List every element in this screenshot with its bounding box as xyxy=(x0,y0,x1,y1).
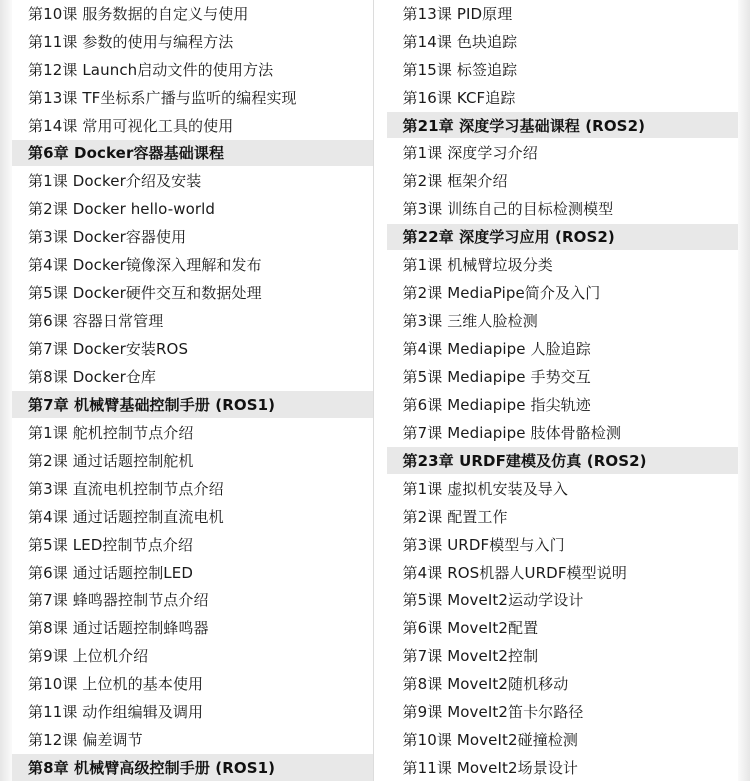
lesson-item: 第9课 MoveIt2笛卡尔路径 xyxy=(402,703,584,722)
page-edge-left xyxy=(0,0,12,781)
lesson-item: 第7课 蜂鸣器控制节点介绍 xyxy=(28,591,209,610)
lesson-item: 第1课 深度学习介绍 xyxy=(402,144,538,163)
lesson-item: 第13课 PID原理 xyxy=(402,4,513,23)
lesson-item: 第7课 Mediapipe 肢体骨骼检测 xyxy=(402,423,622,442)
column-gap xyxy=(374,0,387,781)
lesson-item: 第11课 MoveIt2场景设计 xyxy=(402,759,579,778)
lesson-item: 第4课 Mediapipe 人脸追踪 xyxy=(402,340,591,358)
lesson-item: 第3课 URDF模型与入门 xyxy=(402,535,565,554)
chapter-heading: 第7章 机械臂基础控制手册 (ROS1) xyxy=(12,391,373,418)
lesson-item: 第10课 MoveIt2碰撞检测 xyxy=(402,731,579,750)
lesson-item: 第11课 参数的使用与编程方法 xyxy=(28,32,234,51)
chapter-heading: 第22章 深度学习应用 (ROS2) xyxy=(387,224,739,251)
lesson-item: 第1课 舵机控制节点介绍 xyxy=(28,423,194,442)
lesson-item: 第9课 上位机介绍 xyxy=(28,647,149,666)
lesson-item: 第10课 服务数据的自定义与使用 xyxy=(28,4,249,23)
lesson-item: 第15课 标签追踪 xyxy=(402,60,518,79)
lesson-item: 第1课 Docker介绍及安装 xyxy=(28,172,202,191)
lesson-item: 第6课 通过话题控制LED xyxy=(28,563,193,582)
lesson-item: 第4课 Docker镜像深入理解和发布 xyxy=(28,256,262,275)
lesson-item: 第10课 上位机的基本使用 xyxy=(28,675,204,694)
lesson-item: 第5课 Mediapipe 手势交互 xyxy=(402,367,591,386)
lesson-item: 第7课 MoveIt2控制 xyxy=(402,647,539,666)
lesson-item: 第6课 容器日常管理 xyxy=(28,312,164,331)
lesson-item: 第7课 Docker安装ROS xyxy=(28,340,189,358)
lesson-item: 第3课 直流电机控制节点介绍 xyxy=(28,479,224,498)
right-course-column xyxy=(387,0,739,781)
lesson-item: 第3课 训练自己的目标检测模型 xyxy=(402,200,614,219)
lesson-item: 第3课 Docker容器使用 xyxy=(28,228,187,247)
lesson-item: 第4课 通过话题控制直流电机 xyxy=(28,507,224,526)
lesson-item: 第5课 Docker硬件交互和数据处理 xyxy=(28,284,262,303)
lesson-item: 第11课 动作组编辑及调用 xyxy=(28,703,204,722)
lesson-item: 第2课 配置工作 xyxy=(402,507,508,526)
lesson-item: 第2课 Docker hello-world xyxy=(28,200,216,219)
lesson-item: 第6课 MoveIt2配置 xyxy=(402,619,539,638)
chapter-heading: 第21章 深度学习基础课程 (ROS2) xyxy=(387,112,739,139)
chapter-heading: 第23章 URDF建模及仿真 (ROS2) xyxy=(387,447,739,474)
lesson-item: 第6课 Mediapipe 指尖轨迹 xyxy=(402,395,591,414)
lesson-item: 第13课 TF坐标系广播与监听的编程实现 xyxy=(28,88,297,107)
lesson-item: 第1课 虚拟机安装及导入 xyxy=(402,479,569,498)
lesson-item: 第3课 三维人脸检测 xyxy=(402,312,538,331)
lesson-item: 第5课 LED控制节点介绍 xyxy=(28,535,193,554)
lesson-item: 第2课 MediaPipe简介及入门 xyxy=(402,284,601,303)
lesson-item: 第14课 常用可视化工具的使用 xyxy=(28,116,234,135)
lesson-item: 第14课 色块追踪 xyxy=(402,32,518,51)
lesson-item: 第8课 MoveIt2随机移动 xyxy=(402,675,569,694)
lesson-item: 第4课 ROS机器人URDF模型说明 xyxy=(402,563,627,582)
lesson-item: 第12课 Launch启动文件的使用方法 xyxy=(28,60,274,79)
chapter-heading: 第6章 Docker容器基础课程 xyxy=(12,140,373,167)
lesson-item: 第12课 偏差调节 xyxy=(28,731,143,750)
page-edge-right xyxy=(738,0,750,781)
lesson-item: 第16课 KCF追踪 xyxy=(402,88,516,107)
lesson-item: 第2课 框架介绍 xyxy=(402,172,508,191)
lesson-item: 第8课 Docker仓库 xyxy=(28,367,157,386)
chapter-heading: 第8章 机械臂高级控制手册 (ROS1) xyxy=(12,754,373,781)
lesson-item: 第8课 通过话题控制蜂鸣器 xyxy=(28,619,209,638)
left-course-column xyxy=(12,0,373,781)
lesson-item: 第2课 通过话题控制舵机 xyxy=(28,451,194,470)
lesson-item: 第1课 机械臂垃圾分类 xyxy=(402,256,553,275)
lesson-item: 第5课 MoveIt2运动学设计 xyxy=(402,591,584,610)
